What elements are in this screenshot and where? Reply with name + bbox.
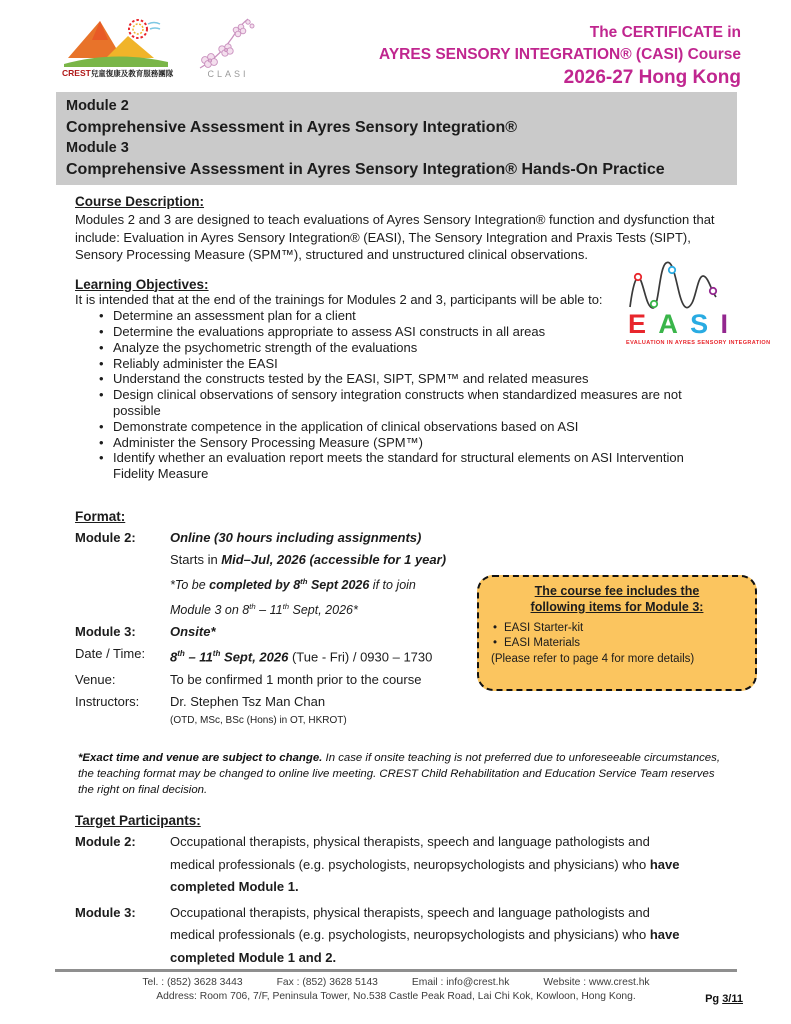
- course-fee-box: [477, 575, 757, 691]
- disclaimer-rest: In case if onsite teaching is not preferred due to unforeseeable circumstances, the teaching format may be changed to online live meeting. CREST Child Rehabilitation and Education Service Team reserves the right on final decision.: [78, 751, 720, 797]
- format-instructors-label: Instructors:: [75, 693, 140, 709]
- target-participants-table: [75, 831, 681, 972]
- disclaimer-bold: *Exact time and venue are subject to change.: [78, 751, 323, 764]
- format-module2-note-line1: *To be completed by 8th Sept 2026 if to join: [170, 577, 416, 593]
- easi-tagline: EVALUATION IN AYRES SENSORY INTEGRATION: [626, 340, 771, 346]
- footer-address: Address: Room 706, 7/F, Peninsula Tower, No.538 Castle Peak Road, Lai Chi Kok, Kowloon, Hong Kong.: [156, 991, 636, 1002]
- easi-letter-e: E: [628, 309, 647, 339]
- fee-item: • EASI Starter-kit: [493, 621, 745, 636]
- easi-logo: [626, 256, 771, 346]
- footer-website: Website : www.crest.hk: [543, 977, 650, 988]
- format-module2-start: Starts in Mid–Jul, 2026 (accessible for 1 year): [170, 552, 447, 568]
- format-datetime-label: Date / Time:: [75, 646, 146, 662]
- footer-contact-row: [55, 976, 737, 990]
- banner-module3-label: Module 3: [66, 140, 129, 156]
- easi-letter-a: A: [658, 309, 678, 339]
- footer-email: Email : info@crest.hk: [411, 977, 510, 988]
- easi-wave-icon: [626, 256, 730, 312]
- objective-item: • Design clinical observations of sensory integration constructs when standardized measures are not possible: [99, 387, 705, 419]
- objective-item: • Administer the Sensory Processing Measure (SPM™): [99, 435, 705, 451]
- target-module2-label: Module 2:: [75, 834, 136, 850]
- format-module3-mode: Onsite*: [170, 624, 216, 640]
- course-description-section: [75, 194, 735, 264]
- target-module3-label: Module 3:: [75, 904, 136, 920]
- target-participants-heading: Target Participants:: [75, 813, 201, 829]
- page-header: [0, 0, 791, 88]
- title-line-2: AYRES SENSORY INTEGRATION® (CASI) Course: [379, 45, 741, 63]
- format-module2-mode: Online (30 hours including assignments): [170, 530, 422, 546]
- instructor-credentials: (OTD, MSc, BSc (Hons) in OT, HKROT): [170, 714, 347, 726]
- fee-heading-line2: following items for Module 3:: [530, 600, 704, 614]
- banner-module3-title: Comprehensive Assessment in Ayres Sensory Integration® Hands-On Practice: [66, 161, 665, 178]
- fee-items-list: [489, 621, 745, 651]
- learning-objectives-intro: It is intended that at the end of the trainings for Modules 2 and 3, participants will be able to:: [75, 291, 603, 307]
- format-heading: Format:: [75, 509, 126, 525]
- fee-box-heading: [489, 583, 745, 615]
- crest-caption-zh: 兒童復康及教育服務團隊: [90, 69, 174, 78]
- fee-box-note: (Please refer to page 4 for more details): [491, 653, 695, 665]
- fee-heading-line1: The course fee includes the: [534, 584, 700, 598]
- format-module2-note-line2: Module 3 on 8th – 11th Sept, 2026*: [170, 602, 358, 618]
- easi-letter-i: I: [720, 309, 728, 339]
- target-participants-section: [75, 813, 681, 972]
- footer-tel: Tel. : (852) 3628 3443: [142, 977, 243, 988]
- banner-module2-label: Module 2: [66, 98, 129, 114]
- format-venue-label: Venue:: [75, 671, 116, 687]
- clasi-flower-icon: [192, 16, 258, 72]
- instructor-name: Dr. Stephen Tsz Man Chan: [170, 693, 326, 709]
- objective-item: • Understand the constructs tested by the EASI, SIPT, SPM™ and related measures: [99, 371, 705, 387]
- format-instructors-value: [170, 691, 735, 728]
- easi-letter-s: S: [690, 309, 709, 339]
- course-description-body: Modules 2 and 3 are designed to teach evaluations of Ayres Sensory Integration® function and dysfunction that include: Evaluation in Ayres Sensory Integration® (EASI), The Sensory Integration and Praxis Tests (SIPT), Sensory Processing Measure (SPM™), structured and unstructured clinical observations.: [75, 212, 715, 262]
- format-datetime-value: 8th – 11th Sept, 2026 (Tue - Fri) / 0930 – 1730: [170, 649, 433, 665]
- objective-item: • Identify whether an evaluation report meets the standard for structural elements on ASI Intervention Fidelity Measure: [99, 450, 705, 482]
- crest-mountain-icon: [62, 16, 170, 68]
- target-module2-text: Occupational therapists, physical therapists, speech and language pathologists and medical professionals (e.g. psychologists, neuropsychologists and physicians) who have completed Module 1.: [170, 834, 680, 895]
- clasi-logo-caption: CLASI: [207, 69, 249, 79]
- logo-group: [62, 16, 264, 79]
- format-module2-label: Module 2:: [75, 530, 136, 546]
- footer-fax: Fax : (852) 3628 5143: [276, 977, 378, 988]
- target-module3-text: Occupational therapists, physical therapists, speech and language pathologists and medical professionals (e.g. psychologists, neuropsychologists and physicians) who have completed Module 1 and 2.: [170, 904, 680, 965]
- objective-item: • Determine an assessment plan for a client: [99, 308, 705, 324]
- module-banner: [56, 92, 737, 185]
- crest-logo: [62, 16, 174, 79]
- title-line-1: The CERTIFICATE in: [589, 24, 741, 41]
- banner-module2-title: Comprehensive Assessment in Ayres Sensory Integration®: [66, 119, 518, 136]
- page-footer: [55, 969, 737, 1004]
- course-title: [379, 16, 741, 92]
- clasi-logo: [192, 16, 264, 79]
- fee-item: • EASI Materials: [493, 636, 745, 651]
- learning-objectives-heading: Learning Objectives:: [75, 276, 209, 292]
- title-line-3: 2026-27 Hong Kong: [563, 67, 741, 89]
- page-number: Pg 3/11: [705, 993, 743, 1005]
- crest-caption-en: CREST: [62, 68, 91, 78]
- crest-logo-caption: [62, 68, 174, 79]
- easi-letters: [626, 310, 730, 338]
- disclaimer-text: [78, 750, 731, 799]
- objective-item: • Reliably administer the EASI: [99, 356, 705, 372]
- format-module3-label: Module 3:: [75, 624, 136, 640]
- objective-item: • Determine the evaluations appropriate to assess ASI constructs in all areas: [99, 324, 705, 340]
- format-venue-value: To be confirmed 1 month prior to the course: [170, 671, 422, 687]
- objective-item: • Demonstrate competence in the application of clinical observations based on ASI: [99, 419, 705, 435]
- objective-item: • Analyze the psychometric strength of the evaluations: [99, 340, 705, 356]
- course-description-heading: Course Description:: [75, 194, 205, 209]
